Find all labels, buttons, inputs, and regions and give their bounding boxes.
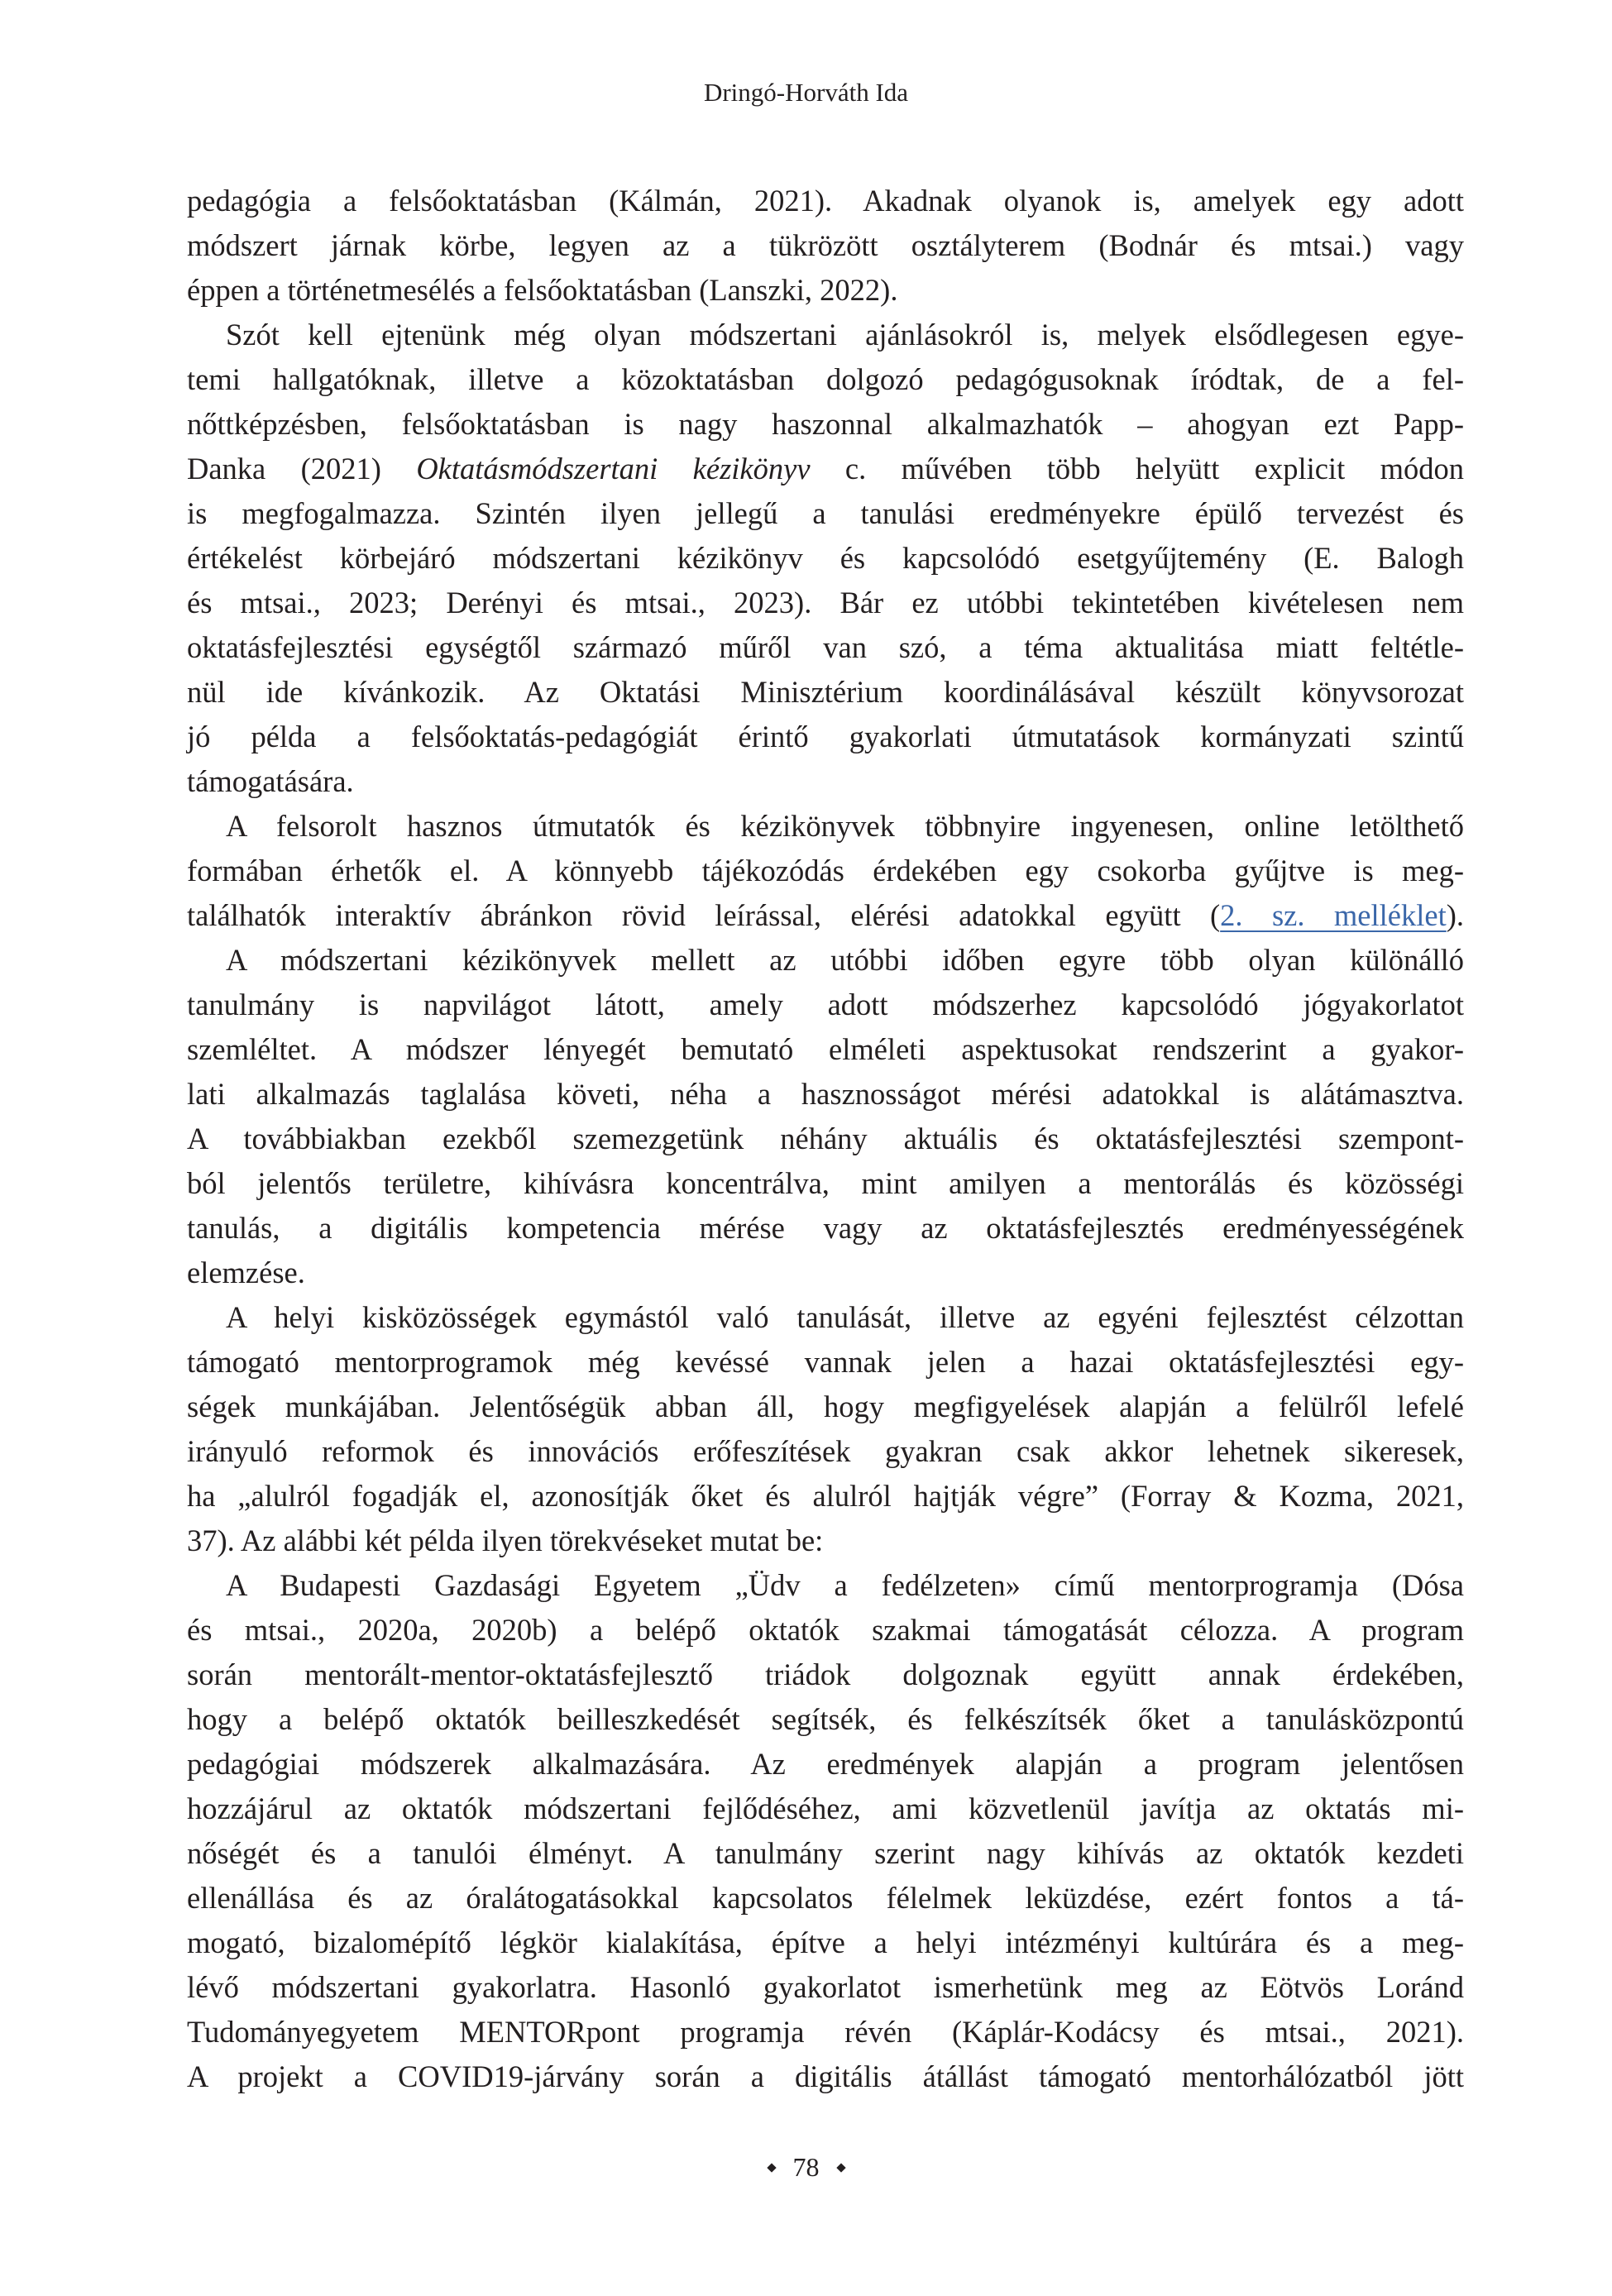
text-line: A felsorolt hasznos útmutatók és kézikönyvek többnyire ingyenesen, online letölthető	[226, 809, 1464, 843]
text-line: ellenállása és az óralátogatásokkal kapcsolatos félelmek leküzdése, ezért fontos a tá-	[187, 1881, 1464, 1915]
text-line: oktatásfejlesztési egységtől származó műről van szó, a téma aktualitása miatt feltétle-	[187, 630, 1464, 664]
text-line: ból jelentős területre, kihívásra koncentrálva, mint amilyen a mentorálás és közösségi	[187, 1166, 1464, 1200]
text-run: Danka (2021)	[187, 452, 417, 486]
text-line: támogató mentorprogramok még kevéssé vannak jelen a hazai oktatásfejlesztési egy-	[187, 1345, 1464, 1379]
text-line: módszert járnak körbe, legyen az a tükrözött osztályterem (Bodnár és mtsai.) vagy	[187, 228, 1464, 262]
text-line: Tudományegyetem MENTORpont programja révén (Káplár-Kodácsy és mtsai., 2021).	[187, 2015, 1464, 2049]
text-line: pedagógia a felsőoktatásban (Kálmán, 2021). Akadnak olyanok is, amelyek egy adott	[187, 184, 1464, 218]
text-line: során mentorált-mentor-oktatásfejlesztő triádok dolgoznak együtt annak érdekében,	[187, 1657, 1464, 1691]
text-line: A módszertani kézikönyvek mellett az utóbbi időben egyre több olyan különálló	[226, 943, 1464, 977]
text-line: értékelést körbejáró módszertani kézikönyv és kapcsolódó esetgyűjtemény (E. Balogh	[187, 541, 1464, 575]
page-footer	[0, 2150, 1612, 2184]
text-line: ha „alulról fogadják el, azonosítják őket és alulról hajtják végre” (Forray & Kozma, 2021,	[187, 1479, 1464, 1513]
text-line: támogatására.	[187, 764, 354, 798]
text-line: nül ide kívánkozik. Az Oktatási Minisztérium koordinálásával készült könyvsorozat	[187, 675, 1464, 709]
text-line: nőttképzésben, felsőoktatásban is nagy haszonnal alkalmazhatók – ahogyan ezt Papp-	[187, 407, 1464, 441]
text-line: A Budapesti Gazdasági Egyetem „Üdv a fedélzeten» című mentorprogramja (Dósa	[226, 1568, 1464, 1602]
text-line: pedagógiai módszerek alkalmazására. Az eredmények alapján a program jelentősen	[187, 1747, 1464, 1781]
body-text	[187, 179, 1464, 2099]
text-line: jó példa a felsőoktatás-pedagógiát érintő gyakorlati útmutatások kormányzati szintű	[187, 720, 1464, 753]
text-line: mogató, bizalomépítő légkör kialakítása, építve a helyi intézményi kultúrára és a meg-	[187, 1925, 1464, 1959]
text-line: és mtsai., 2020a, 2020b) a belépő oktatók szakmai támogatását célozza. A program	[187, 1613, 1464, 1647]
page-number: 78	[792, 2152, 820, 2182]
text-line: lévő módszertani gyakorlatra. Hasonló gyakorlatot ismerhetünk meg az Eötvös Loránd	[187, 1970, 1464, 2004]
text-line: lati alkalmazás taglalása követi, néha a hasznosságot mérési adatokkal is alátámasztva.	[187, 1077, 1464, 1111]
folio-diamond-left-icon	[767, 2163, 776, 2172]
text-line: hozzájárul az oktatók módszertani fejlődéséhez, ami közvetlenül javítja az oktatás mi-	[187, 1791, 1464, 1825]
text-line: is megfogalmazza. Szintén ilyen jellegű a tanulási eredményekre épülő tervezést és	[187, 496, 1464, 530]
text-line: A továbbiakban ezekből szemezgetünk néhány aktuális és oktatásfejlesztési szempont-	[187, 1122, 1464, 1155]
text-line: éppen a történetmesélés a felsőoktatásban (Lanszki, 2022).	[187, 273, 898, 307]
text-line: formában érhetők el. A könnyebb tájékozódás érdekében egy csokorba gyűjtve is meg-	[187, 854, 1464, 887]
text-line: 37). Az alábbi két példa ilyen törekvéseket mutat be:	[187, 1523, 824, 1557]
text-line	[187, 447, 1464, 491]
text-line: temi hallgatóknak, illetve a közoktatásban dolgozó pedagógusoknak íródtak, de a fel-	[187, 362, 1464, 396]
text-line: Szót kell ejtenünk még olyan módszertani ajánlásokról is, melyek elsődlegesen egye-	[226, 318, 1464, 352]
text-line: szemléltet. A módszer lényegét bemutató elméleti aspektusokat rendszerint a gyakor-	[187, 1032, 1464, 1066]
text-line: hogy a belépő oktatók beilleszkedését segítsék, és felkészítsék őket a tanulásközpontú	[187, 1702, 1464, 1736]
running-head-author: Dringó-Horváth Ida	[703, 78, 909, 107]
text-line	[187, 893, 1464, 938]
text-line: és mtsai., 2023; Derényi és mtsai., 2023). Bár ez utóbbi tekintetében kivételesen nem	[187, 586, 1464, 619]
text-line: tanulmány is napvilágot látott, amely adott módszerhez kapcsolódó jógyakorlatot	[187, 988, 1464, 1021]
text-line: elemzése.	[187, 1256, 305, 1289]
text-run: találhatók interaktív ábránkon rövid leírással, elérési adatokkal együtt (	[187, 898, 1221, 932]
text-line: A projekt a COVID19-járvány során a digitális átállást támogató mentorhálózatból jött	[187, 2059, 1464, 2093]
text-line: A helyi kisközösségek egymástól való tanulását, illetve az egyéni fejlesztést célzottan	[226, 1300, 1464, 1334]
text-line: tanulás, a digitális kompetencia mérése vagy az oktatásfejlesztés eredményességének	[187, 1211, 1464, 1245]
text-line: irányuló reformok és innovációs erőfeszítések gyakran csak akkor lehetnek sikeresek,	[187, 1434, 1464, 1468]
text-line: ségek munkájában. Jelentőségük abban áll, hogy megfigyelések alapján a felülről lefelé	[187, 1390, 1464, 1423]
text-run: c. művében több helyütt explicit módon	[810, 452, 1464, 486]
text-line: nőségét és a tanulói élményt. A tanulmány szerint nagy kihívás az oktatók kezdeti	[187, 1836, 1464, 1870]
book-title-italic: Oktatásmódszertani kézikönyv	[416, 452, 811, 486]
folio-diamond-right-icon	[836, 2163, 845, 2172]
text-run: ).	[1446, 898, 1464, 932]
appendix-link[interactable]: 2. sz. melléklet	[1220, 898, 1447, 932]
